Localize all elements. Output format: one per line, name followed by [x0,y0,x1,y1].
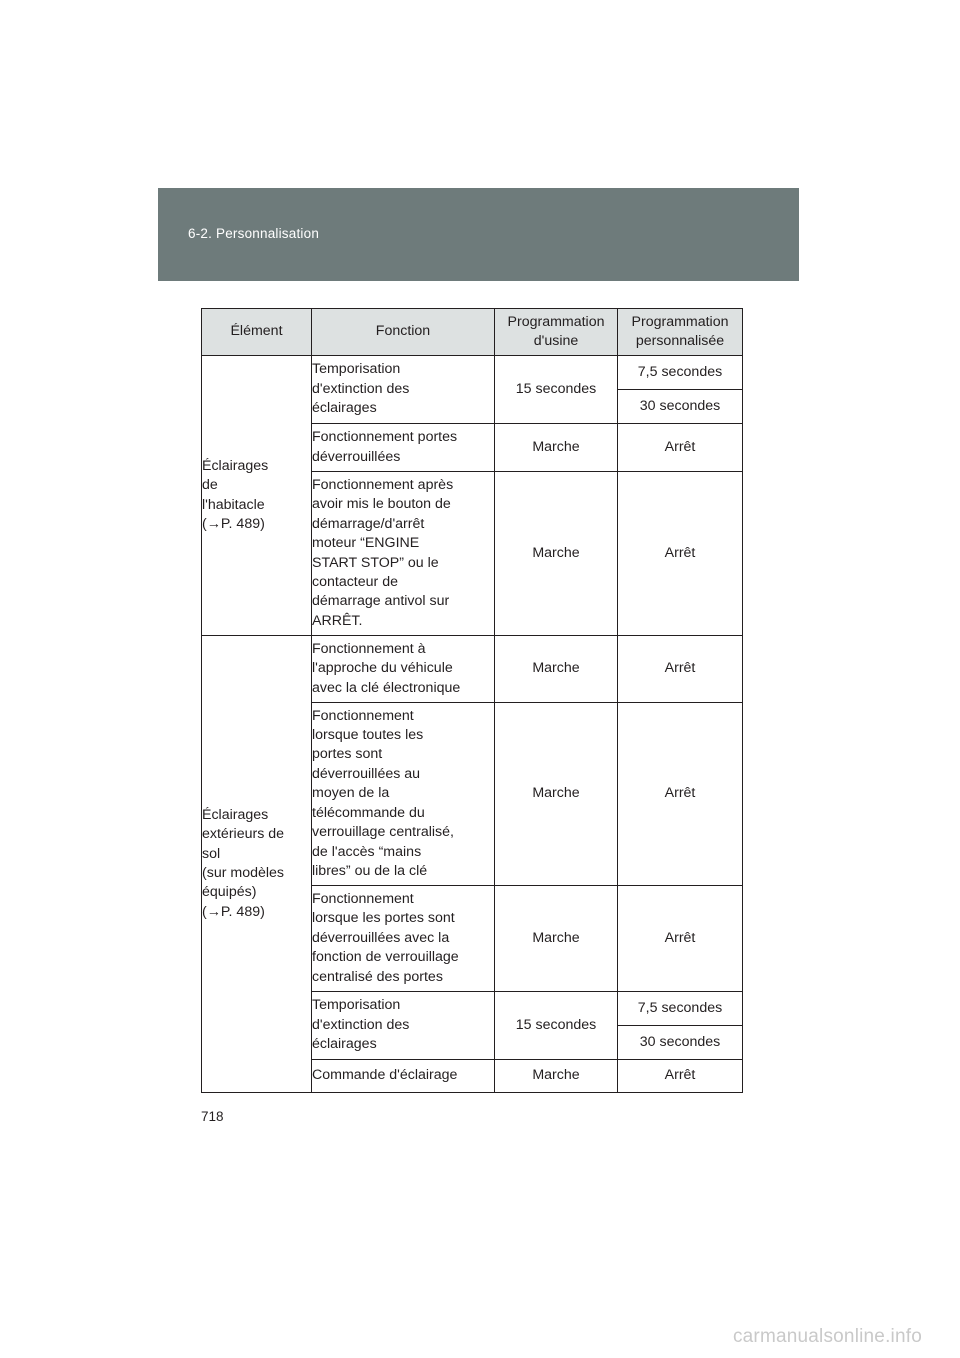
custom-setting-cell: Arrêt [618,424,743,472]
column-header-factory-setting: Programmation d'usine [495,309,618,356]
table-row [202,636,743,703]
watermark: carmanualsonline.info [732,1326,922,1347]
customization-table [201,308,743,1093]
function-cell: Fonctionnement portes déverrouillées [312,424,495,472]
custom-setting-cell: 30 secondes [618,390,743,424]
function-cell: Temporisation d'extinction des éclairages [312,356,495,424]
function-cell: Fonctionnement lorsque les portes sont déverrouillées avec la fonction de verrouillage centralisé des portes [312,886,495,992]
column-header-function: Fonction [312,309,495,356]
function-cell: Fonctionnement lorsque toutes les portes sont déverrouillées au moyen de la télécommande du verrouillage centralisé, de l'accès “mains libres” ou de la clé [312,703,495,886]
factory-setting-cell: Marche [495,1060,618,1093]
custom-setting-cell: 30 secondes [618,1026,743,1060]
factory-setting-cell: Marche [495,886,618,992]
column-header-element: Élément [202,309,312,356]
item-exterior-ground-lights: Éclairages extérieurs de sol (sur modèles équipés) (→P. 489) [202,636,312,1093]
custom-setting-cell: 7,5 secondes [618,356,743,390]
function-cell: Temporisation d'extinction des éclairages [312,992,495,1060]
page-number: 718 [201,1109,224,1124]
custom-setting-cell: Arrêt [618,1060,743,1093]
column-header-custom-setting: Programmation personnalisée [618,309,743,356]
factory-setting-cell: 15 secondes [495,356,618,424]
factory-setting-cell: Marche [495,424,618,472]
section-title: 6-2. Personnalisation [188,226,320,241]
function-cell: Commande d'éclairage [312,1060,495,1093]
factory-setting-cell: Marche [495,636,618,703]
function-cell: Fonctionnement à l'approche du véhicule avec la clé électronique [312,636,495,703]
factory-setting-cell: Marche [495,472,618,636]
section-header-band [158,188,799,281]
custom-setting-cell: Arrêt [618,636,743,703]
table-header-row [202,309,743,356]
custom-setting-cell: Arrêt [618,472,743,636]
custom-setting-cell: Arrêt [618,886,743,992]
custom-setting-cell: 7,5 secondes [618,992,743,1026]
function-cell: Fonctionnement après avoir mis le bouton de démarrage/d'arrêt moteur “ENGINE START STOP” ou le contacteur de démarrage antivol sur ARRÊT. [312,472,495,636]
item-interior-lights: Éclairages de l'habitacle (→P. 489) [202,356,312,636]
factory-setting-cell: Marche [495,703,618,886]
table-row [202,356,743,390]
custom-setting-cell: Arrêt [618,703,743,886]
factory-setting-cell: 15 secondes [495,992,618,1060]
